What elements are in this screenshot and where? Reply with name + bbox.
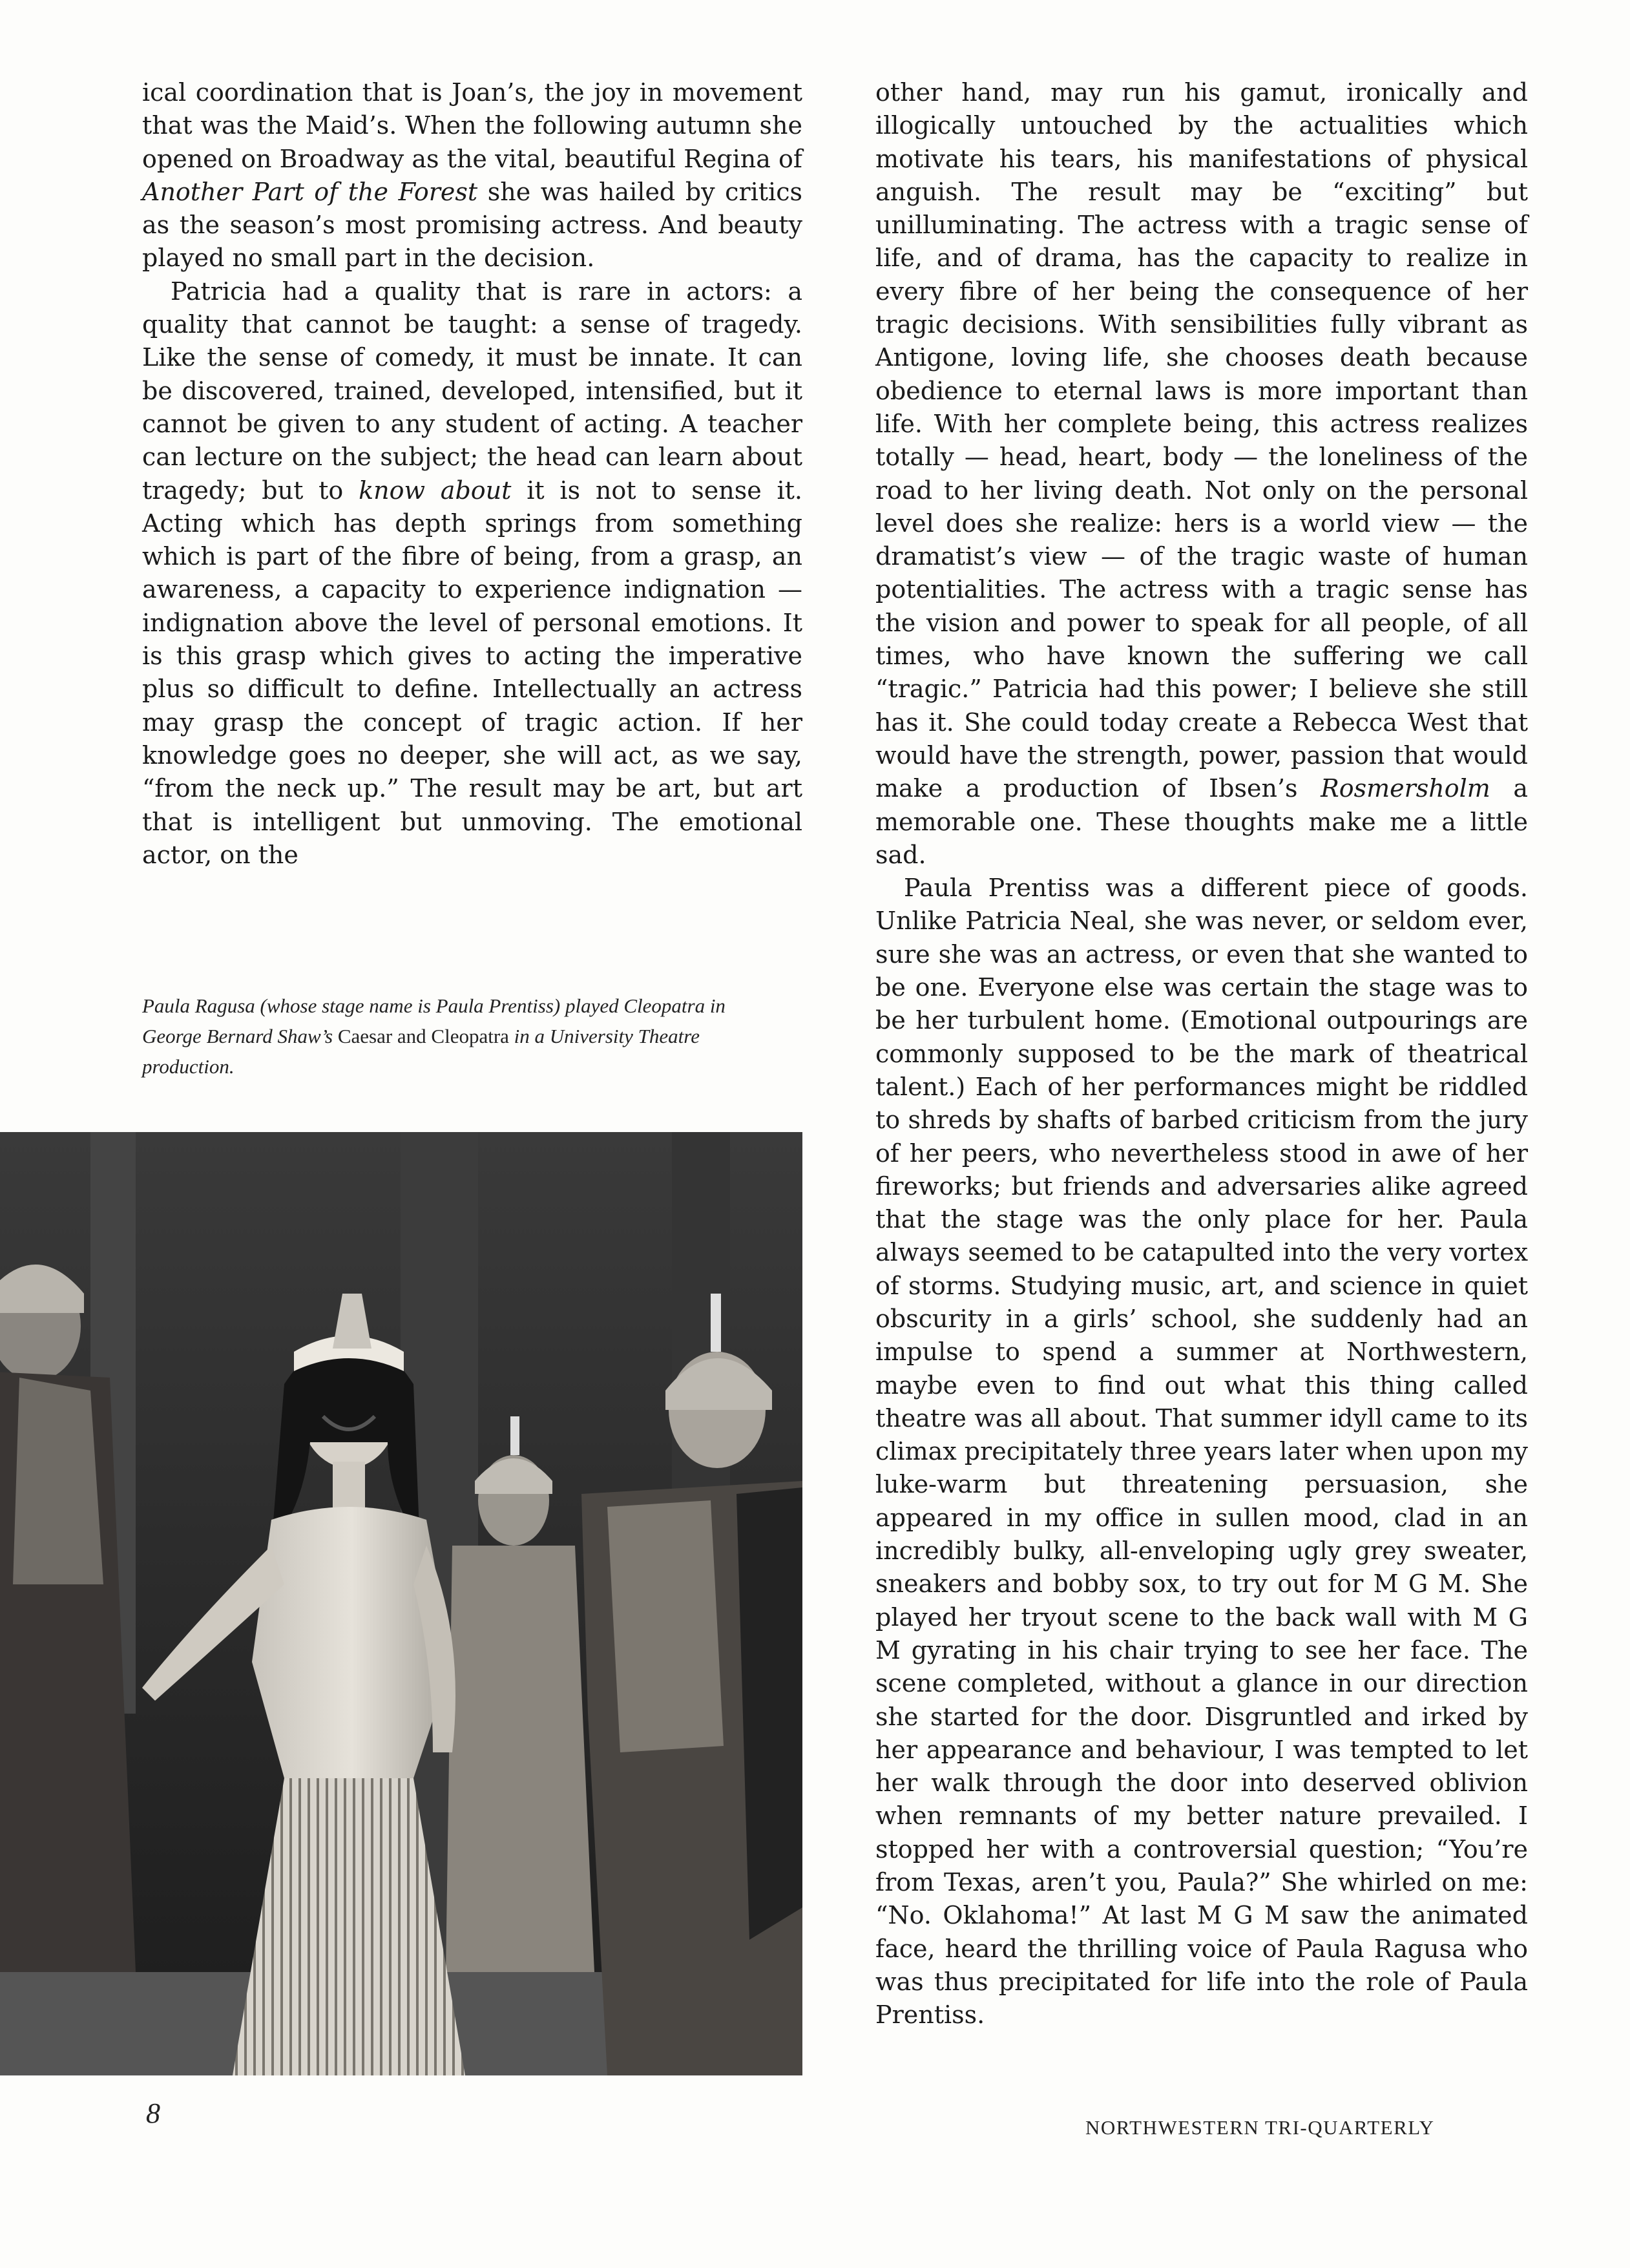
play-title: Rosmersholm (1321, 774, 1490, 803)
running-head: NORTHWESTERN TRI-QUARTERLY (1085, 2116, 1435, 2139)
stage-photo (0, 1132, 802, 2075)
emphasis: know about (359, 476, 512, 505)
stage-photo-icon (0, 1132, 802, 2075)
paragraph: ical coordination that is Joan’s, the joy in movement that was the Maid’s. When the following autumn she opened on Broadway as the vital, beautiful Regina of Another Part of the Forest she was hailed by critics as the season’s most promising actress. And beauty played no small part in the decision. (142, 78, 802, 273)
page-number: 8 (146, 2097, 160, 2129)
photo-caption: Paula Ragusa (whose stage name is Paula Prentiss) played Cleopatra in George Bernard Shaw’s Caesar and Cleopatra in a University Theatre production. (142, 994, 726, 1078)
left-text-column (142, 76, 802, 872)
paragraph: Patricia had a quality that is rare in actors: a quality that cannot be taught: a sense of tragedy. Like the sense of comedy, it must be innate. It can be discovered, trained, developed, intensified, but it cannot be given to any student of acting. A teacher can lecture on the subject; the head can learn about tragedy; but to know about it is not to sense it. Acting which has depth springs from something which is part of the fibre of being, from a grasp, an awareness, a capacity to experience indignation — indignation above the level of personal emotions. It is this grasp which gives to acting the imperative plus so difficult to define. Intellectually an actress may grasp the concept of tragic action. If her knowledge goes no deeper, she will act, as we say, “from the neck up.” The result may be art, but art that is intelligent but unmoving. The emotional actor, on the (142, 277, 802, 869)
play-title: Caesar and Cleopatra (337, 1025, 509, 1047)
paragraph: other hand, may run his gamut, ironically and illogically untouched by the actualities which motivate his tears, his manifestations of physical anguish. The result may be “exciting” but unilluminating. The actress with a tragic sense of life, and of drama, has the capacity to realize in every fibre of her being the consequence of her tragic decisions. With sensibilities fully vibrant as Antigone, loving life, she chooses death because obedience to eternal laws is more important than life. With her complete being, this actress realizes totally — head, heart, body — the loneliness of the road to her living death. Not only on the personal level does she realize: hers is a world view — the dramatist’s view — of the tragic waste of human potentialities. The actress with a tragic sense has the vision and power to speak for all people, of all times, who have known the suffering we call “tragic.” Patricia had this power; I believe she still has it. She could today create a Rebecca West that would have the strength, power, passion that would make a production of Ibsen’s Rosmersholm a memorable one. These thoughts make me a little sad. (875, 78, 1529, 869)
right-text-column (875, 76, 1528, 2032)
play-title: Another Part of the Forest (142, 177, 478, 206)
paragraph: Paula Prentiss was a different piece of goods. Unlike Patricia Neal, she was never, or seldom ever, sure she was an actress, or even that she wanted to be one. Everyone else was certain the stage was to be her turbulent home. (Emotional outpourings are commonly supposed to be the mark of theatrical talent.) Each of her performances might be riddled to shreds by shafts of barbed criticism from the jury of her peers, who nevertheless stood in awe of her fireworks; but friends and adversaries alike agreed that the stage was the only place for her. Paula always seemed to be catapulted into the very vortex of storms. Studying music, art, and science in quiet obscurity in a girls’ school, she suddenly had an impulse to spend a summer at Northwestern, maybe even to find out what this thing called theatre was all about. That summer idyll came to its climax precipitately three years later when upon my luke-warm but threatening persuasion, she appeared in my office in sullen mood, clad in an incredibly bulky, all-enveloping ugly grey sweater, sneakers and bobby sox, to try out for M G M. She played her tryout scene to the back wall with M G M gyrating in his chair trying to see her face. The scene completed, without a glance in our direction she started for the door. Disgruntled and irked by her appearance and behaviour, I was tempted to let her walk through the door into deserved oblivion when remnants of my better nature prevailed. I stopped her with a controversial question; “You’re from Texas, aren’t you, Paula?” She whirled on me: “No. Oklahoma!” At last M G M saw the animated face, heard the thrilling voice of Paula Ragusa who was thus precipitated for life into the role of Paula Prentiss. (875, 874, 1528, 2030)
